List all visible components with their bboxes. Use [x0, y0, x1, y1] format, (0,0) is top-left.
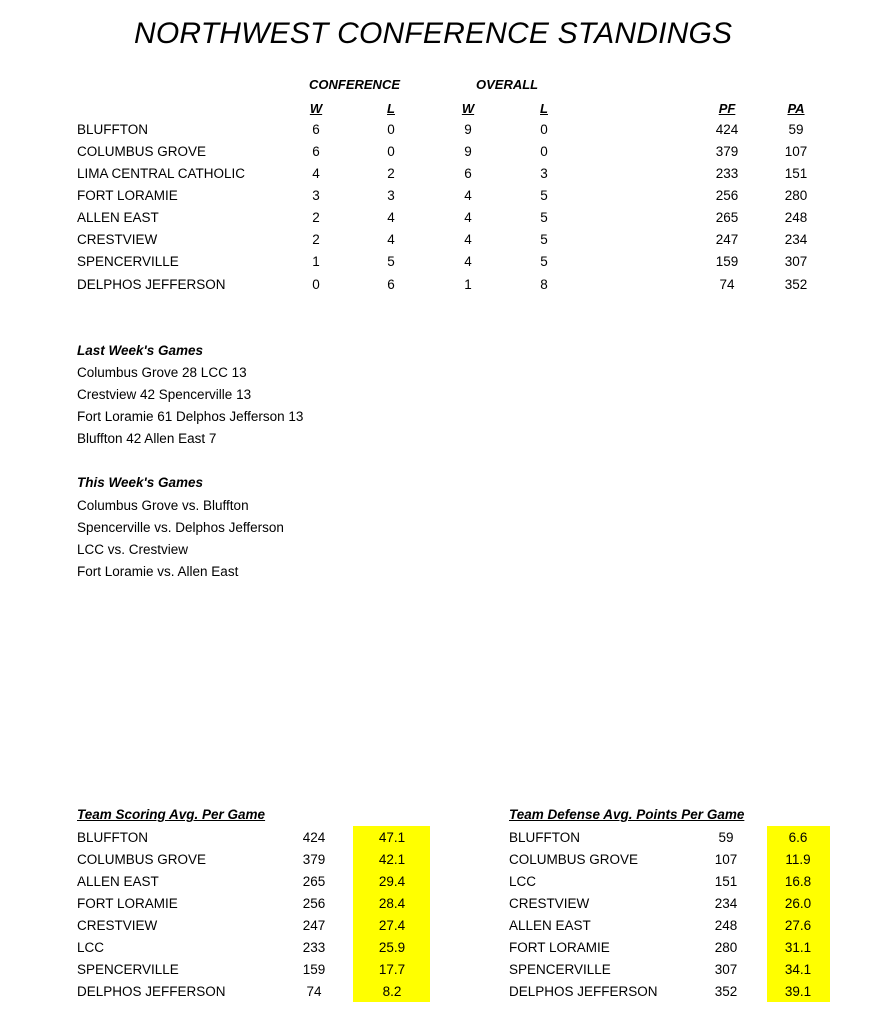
points-avg: 6.6	[788, 830, 808, 845]
points-avg: 42.1	[378, 852, 406, 867]
points-against: 151	[784, 166, 808, 181]
list-item: Crestview 42 Spencerville 13	[77, 387, 252, 402]
overall-wins: 4	[464, 210, 472, 225]
list-item: Columbus Grove vs. Bluffton	[77, 498, 249, 513]
points-for: 379	[715, 144, 739, 159]
list-item: LCC vs. Crestview	[77, 542, 189, 557]
team-name: DELPHOS JEFFERSON	[77, 277, 226, 292]
overall-wins: 4	[464, 232, 472, 247]
conf-losses: 2	[387, 166, 395, 181]
list-item: Columbus Grove 28 LCC 13	[77, 365, 247, 380]
team-name: ALLEN EAST	[77, 210, 159, 225]
points-for: 424	[715, 122, 739, 137]
pa-header: PA	[787, 101, 805, 116]
points-for: 233	[715, 166, 739, 181]
team-name: CRESTVIEW	[77, 232, 158, 247]
last-week-heading: Last Week's Games	[77, 343, 204, 358]
team-name: CRESTVIEW	[509, 896, 590, 911]
pf-header: PF	[718, 101, 736, 116]
team-name: FORT LORAMIE	[77, 188, 178, 203]
points-avg: 47.1	[378, 830, 406, 845]
points-against: 59	[788, 122, 804, 137]
team-name: FORT LORAMIE	[77, 896, 178, 911]
points-against: 234	[784, 232, 808, 247]
team-name: LIMA CENTRAL CATHOLIC	[77, 166, 246, 181]
points-avg: 27.4	[378, 918, 406, 933]
points-for: 247	[715, 232, 739, 247]
points-total: 59	[718, 830, 734, 845]
table-row	[0, 849, 890, 871]
list-item: Fort Loramie 61 Delphos Jefferson 13	[77, 409, 304, 424]
conf-losses: 6	[387, 277, 395, 292]
conference-header: CONFERENCE	[309, 77, 401, 92]
team-name: SPENCERVILLE	[77, 254, 179, 269]
points-avg: 11.9	[785, 852, 811, 867]
overall-losses: 5	[540, 254, 548, 269]
conf-wins: 6	[312, 144, 320, 159]
points-avg: 8.2	[382, 984, 402, 999]
overall-w-header: W	[461, 101, 475, 116]
conf-losses: 0	[387, 144, 395, 159]
overall-losses: 8	[540, 277, 548, 292]
team-name: SPENCERVILLE	[77, 962, 179, 977]
points-against: 280	[784, 188, 808, 203]
list-item: Spencerville vs. Delphos Jefferson	[77, 520, 284, 535]
conf-wins: 4	[312, 166, 320, 181]
team-name: LCC	[509, 874, 537, 889]
table-row	[0, 959, 890, 981]
conf-losses: 3	[387, 188, 395, 203]
points-total: 307	[714, 962, 738, 977]
table-row	[0, 207, 890, 229]
table-row	[0, 981, 890, 1003]
overall-losses: 0	[540, 144, 548, 159]
team-name: BLUFFTON	[77, 122, 149, 137]
overall-losses: 3	[540, 166, 548, 181]
table-row	[0, 163, 890, 185]
overall-wins: 9	[464, 144, 472, 159]
points-total: 379	[302, 852, 326, 867]
points-avg: 27.6	[784, 918, 812, 933]
table-row	[0, 251, 890, 273]
points-against: 352	[784, 277, 808, 292]
team-name: BLUFFTON	[77, 830, 149, 845]
points-total: 151	[714, 874, 738, 889]
points-total: 247	[302, 918, 326, 933]
team-name: COLUMBUS GROVE	[77, 852, 207, 867]
team-name: SPENCERVILLE	[509, 962, 611, 977]
points-avg: 29.4	[378, 874, 406, 889]
points-total: 233	[302, 940, 326, 955]
overall-wins: 4	[464, 188, 472, 203]
points-total: 107	[714, 852, 738, 867]
points-avg: 17.7	[378, 962, 406, 977]
this-week-heading: This Week's Games	[77, 475, 204, 490]
points-total: 256	[302, 896, 326, 911]
conf-losses: 5	[387, 254, 395, 269]
points-total: 265	[302, 874, 326, 889]
overall-wins: 1	[464, 277, 472, 292]
team-name: ALLEN EAST	[509, 918, 591, 933]
points-for: 265	[715, 210, 739, 225]
table-row	[0, 893, 890, 915]
overall-losses: 5	[540, 188, 548, 203]
conf-losses: 4	[387, 210, 395, 225]
conf-wins: 3	[312, 188, 320, 203]
overall-header: OVERALL	[476, 77, 539, 92]
list-item: Bluffton 42 Allen East 7	[77, 431, 217, 446]
points-avg: 28.4	[378, 896, 406, 911]
overall-wins: 6	[464, 166, 472, 181]
table-row	[0, 119, 890, 141]
table-row	[0, 871, 890, 893]
points-avg: 31.1	[784, 940, 812, 955]
list-item: Fort Loramie vs. Allen East	[77, 564, 239, 579]
table-row	[0, 915, 890, 937]
points-for: 256	[715, 188, 739, 203]
points-against: 248	[784, 210, 808, 225]
team-name: CRESTVIEW	[77, 918, 158, 933]
table-row	[0, 141, 890, 163]
team-name: COLUMBUS GROVE	[77, 144, 207, 159]
points-total: 74	[306, 984, 322, 999]
table-row	[0, 185, 890, 207]
points-for: 159	[715, 254, 739, 269]
points-avg: 26.0	[784, 896, 812, 911]
points-against: 107	[784, 144, 808, 159]
defense-heading: Team Defense Avg. Points Per Game	[509, 807, 745, 822]
points-avg: 34.1	[784, 962, 812, 977]
overall-losses: 0	[540, 122, 548, 137]
points-total: 234	[714, 896, 738, 911]
points-avg: 25.9	[378, 940, 406, 955]
conf-wins: 2	[312, 210, 320, 225]
team-name: COLUMBUS GROVE	[509, 852, 639, 867]
points-avg: 39.1	[784, 984, 812, 999]
points-total: 424	[302, 830, 326, 845]
points-for: 74	[719, 277, 735, 292]
points-total: 352	[714, 984, 738, 999]
overall-losses: 5	[540, 210, 548, 225]
points-total: 248	[714, 918, 738, 933]
overall-wins: 4	[464, 254, 472, 269]
conf-l-header: L	[387, 101, 395, 116]
points-avg: 16.8	[784, 874, 812, 889]
conf-w-header: W	[309, 101, 323, 116]
scoring-heading: Team Scoring Avg. Per Game	[77, 807, 266, 822]
conf-wins: 1	[312, 254, 320, 269]
conf-wins: 0	[312, 277, 320, 292]
table-row	[0, 937, 890, 959]
overall-wins: 9	[464, 122, 472, 137]
conf-losses: 4	[387, 232, 395, 247]
page-title: NORTHWEST CONFERENCE STANDINGS	[134, 17, 733, 50]
conf-wins: 6	[312, 122, 320, 137]
conf-losses: 0	[387, 122, 395, 137]
points-against: 307	[784, 254, 808, 269]
team-name: ALLEN EAST	[77, 874, 159, 889]
table-row	[0, 229, 890, 251]
team-name: LCC	[77, 940, 105, 955]
overall-losses: 5	[540, 232, 548, 247]
table-row	[0, 274, 890, 296]
team-name: DELPHOS JEFFERSON	[77, 984, 226, 999]
team-name: FORT LORAMIE	[509, 940, 610, 955]
team-name: DELPHOS JEFFERSON	[509, 984, 658, 999]
points-total: 280	[714, 940, 738, 955]
points-total: 159	[302, 962, 326, 977]
team-name: BLUFFTON	[509, 830, 581, 845]
overall-l-header: L	[540, 101, 548, 116]
table-row	[0, 827, 890, 849]
conf-wins: 2	[312, 232, 320, 247]
